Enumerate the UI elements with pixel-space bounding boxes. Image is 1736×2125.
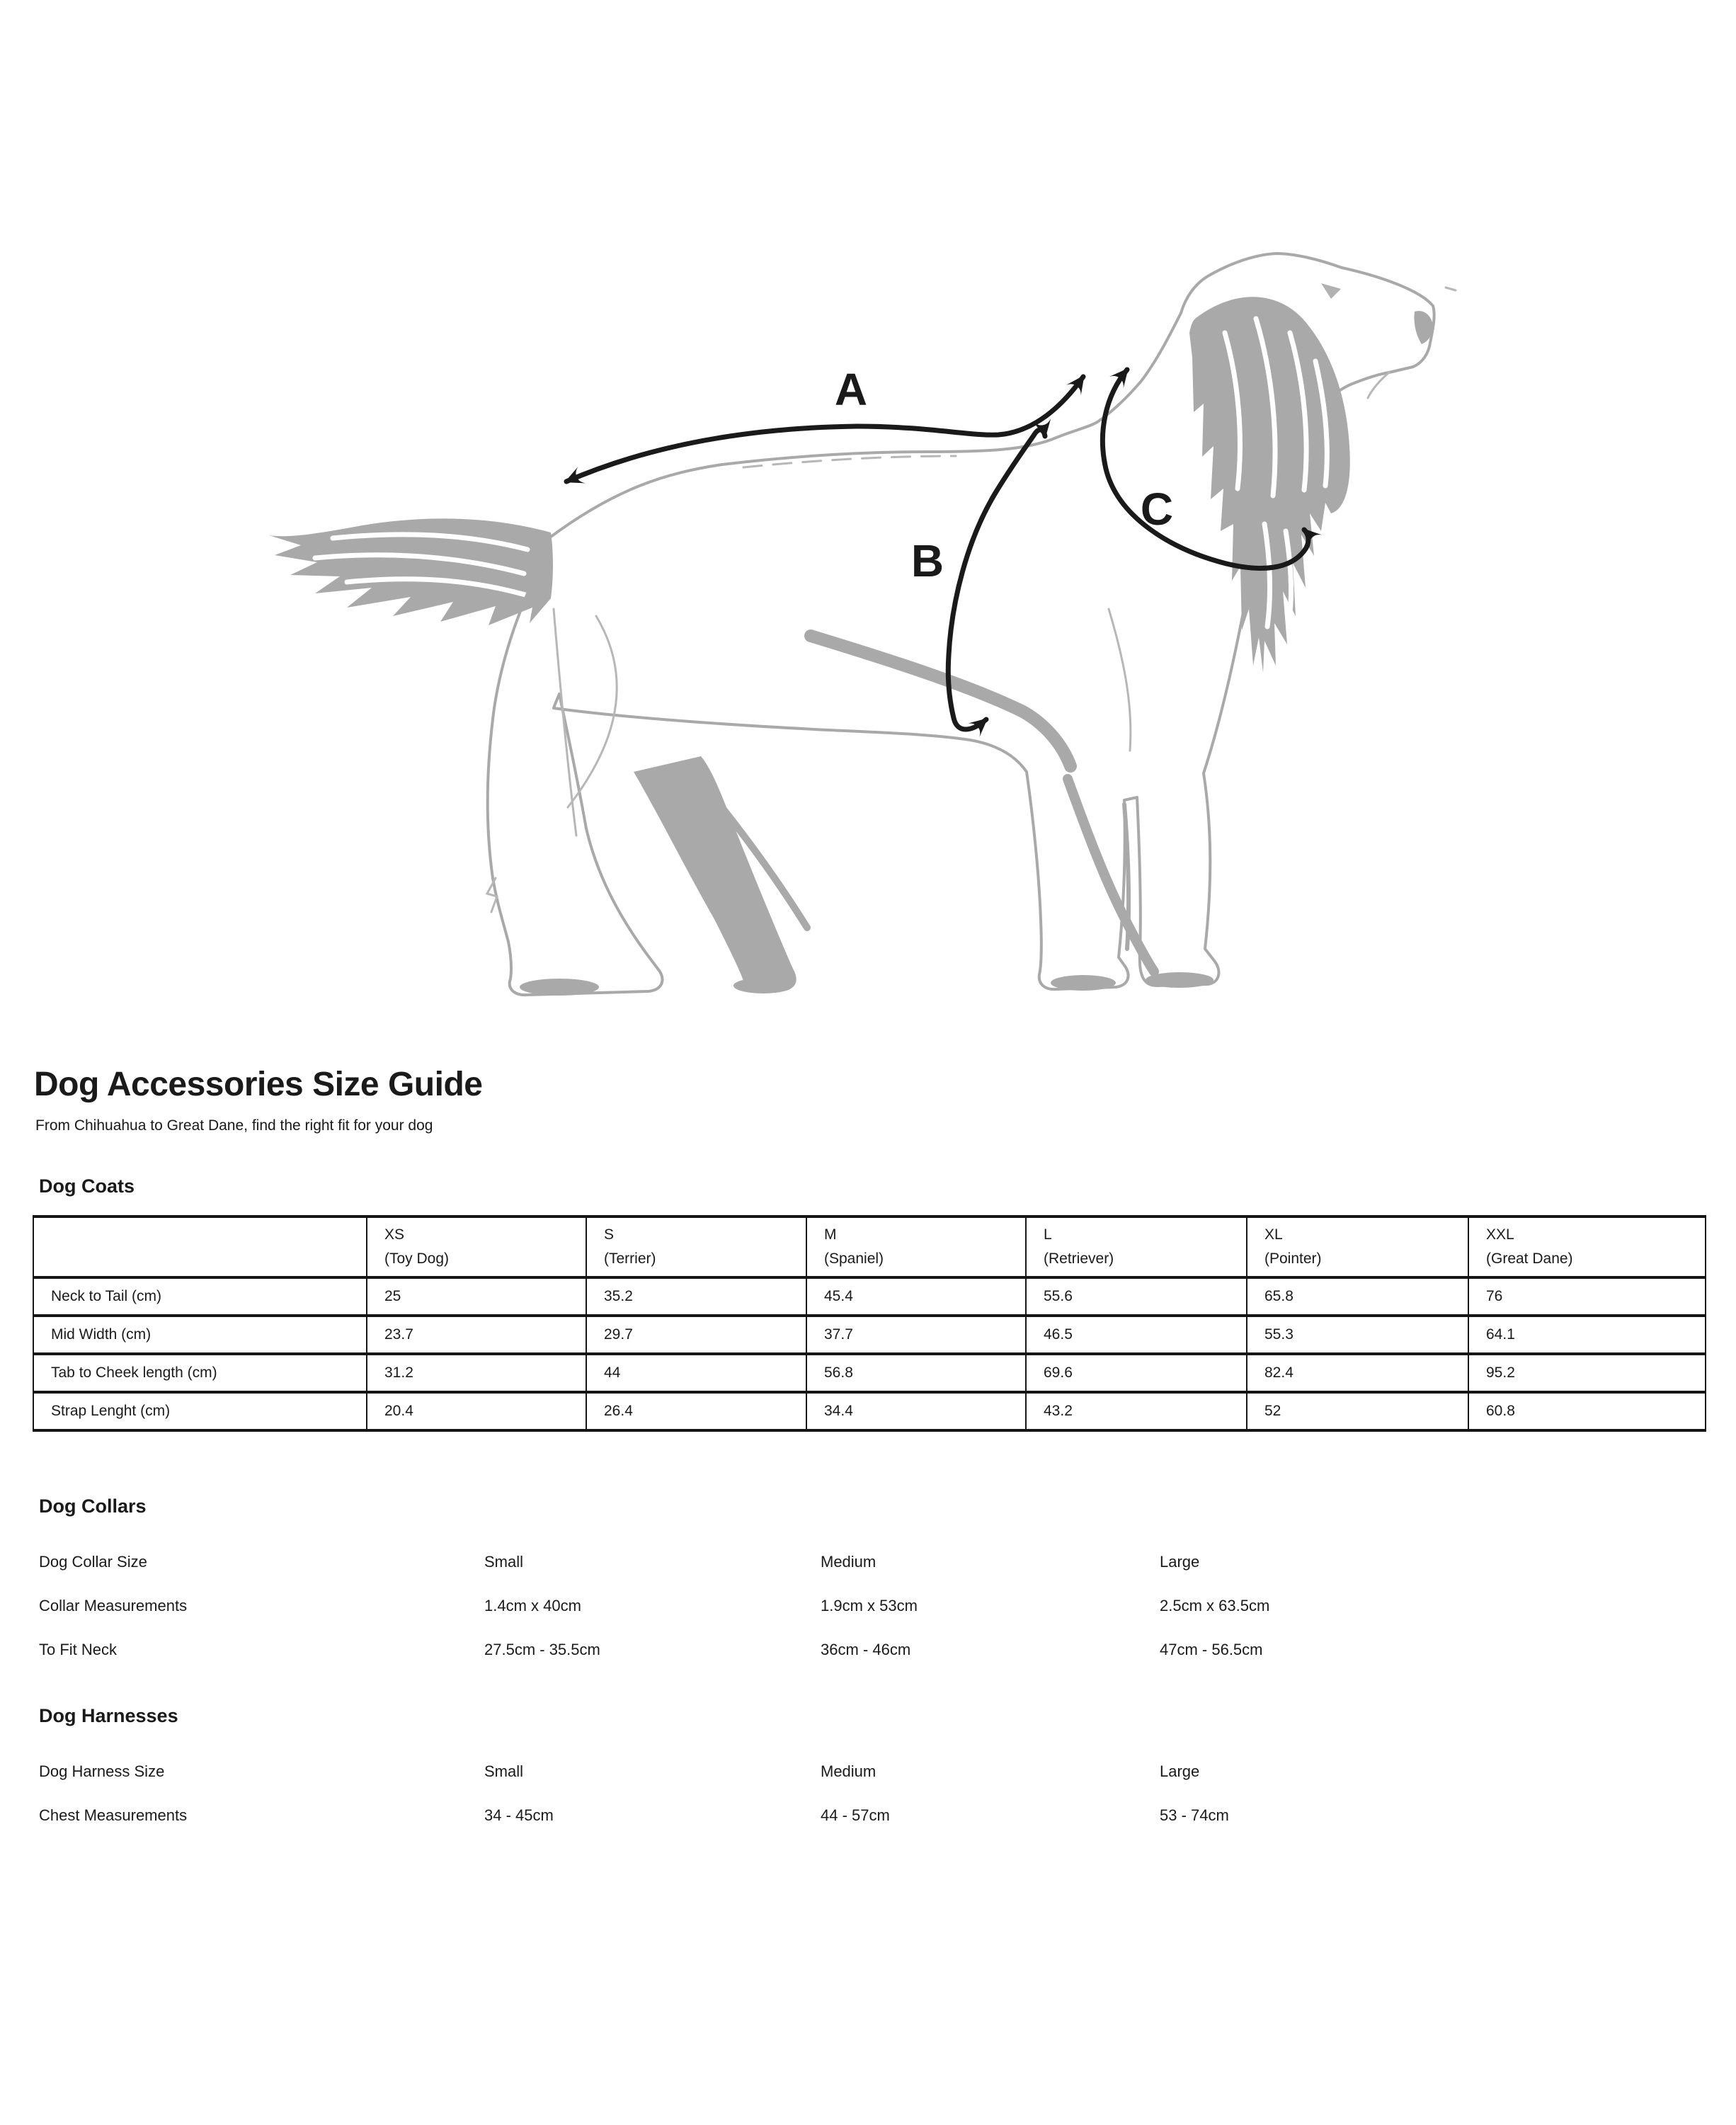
value-cell: 23.7 bbox=[367, 1316, 586, 1354]
coats-column-header bbox=[367, 1217, 586, 1277]
coats-column-header bbox=[1026, 1217, 1247, 1277]
coats-data-row bbox=[33, 1316, 1706, 1354]
breed-label: (Great Dane) bbox=[1486, 1250, 1573, 1267]
spec-value: 47cm - 56.5cm bbox=[1160, 1641, 1263, 1658]
spec-row-label: Collar Measurements bbox=[39, 1597, 188, 1614]
spec-row bbox=[39, 1762, 1696, 1781]
coats-column-header bbox=[586, 1217, 806, 1277]
value-cell: 56.8 bbox=[806, 1354, 1026, 1392]
spec-value: Medium bbox=[821, 1553, 876, 1571]
harnesses-section bbox=[39, 1705, 1696, 1825]
flank-fur-streak bbox=[811, 636, 1070, 766]
value-cell: 34.4 bbox=[806, 1392, 1026, 1430]
spec-row-label: To Fit Neck bbox=[39, 1641, 118, 1658]
harnesses-rows bbox=[39, 1762, 1696, 1825]
spec-value: 44 - 57cm bbox=[821, 1806, 890, 1824]
page-subtitle: From Chihuahua to Great Dane, find the right fit for your dog bbox=[35, 1117, 433, 1134]
coats-heading: Dog Coats bbox=[39, 1175, 135, 1197]
size-label: XL bbox=[1264, 1226, 1283, 1243]
value-cell: 35.2 bbox=[586, 1277, 806, 1316]
spec-row bbox=[39, 1553, 1696, 1571]
value-cell: 26.4 bbox=[586, 1392, 806, 1430]
coats-column-header bbox=[1247, 1217, 1468, 1277]
coats-table-body bbox=[33, 1277, 1706, 1430]
value-cell: 64.1 bbox=[1468, 1316, 1706, 1354]
breed-label: (Terrier) bbox=[604, 1250, 656, 1267]
collars-section bbox=[39, 1496, 1696, 1659]
coats-table-header bbox=[33, 1217, 1706, 1277]
collars-heading: Dog Collars bbox=[39, 1496, 147, 1517]
dog-eye bbox=[1321, 283, 1341, 299]
value-cell: 29.7 bbox=[586, 1316, 806, 1354]
value-cell: 45.4 bbox=[806, 1277, 1026, 1316]
hind-paw-shade bbox=[520, 979, 599, 996]
coats-header-row bbox=[33, 1217, 1706, 1277]
spec-value: Small bbox=[484, 1553, 524, 1571]
page-title: Dog Accessories Size Guide bbox=[34, 1066, 483, 1103]
shoulder-line bbox=[1109, 609, 1131, 751]
coats-corner-cell bbox=[33, 1217, 367, 1277]
dog-diagram-canvas bbox=[248, 212, 1487, 1027]
spec-value: Large bbox=[1160, 1553, 1200, 1571]
value-cell: 31.2 bbox=[367, 1354, 586, 1392]
coats-data-row bbox=[33, 1277, 1706, 1316]
value-cell: 55.6 bbox=[1026, 1277, 1247, 1316]
coats-data-row bbox=[33, 1392, 1706, 1430]
spec-value: 1.4cm x 40cm bbox=[484, 1597, 581, 1614]
value-cell: 20.4 bbox=[367, 1392, 586, 1430]
hock-fur-line bbox=[487, 878, 497, 912]
value-cell: 37.7 bbox=[806, 1316, 1026, 1354]
size-label: L bbox=[1044, 1226, 1052, 1243]
front-paw-shade bbox=[1146, 972, 1214, 988]
coats-column-header bbox=[1468, 1217, 1706, 1277]
collars-rows bbox=[39, 1553, 1696, 1659]
harnesses-heading: Dog Harnesses bbox=[39, 1705, 178, 1726]
value-cell: 60.8 bbox=[1468, 1392, 1706, 1430]
value-cell: 52 bbox=[1247, 1392, 1468, 1430]
value-cell: 43.2 bbox=[1026, 1392, 1247, 1430]
measure-arrow-a bbox=[566, 377, 1083, 482]
value-cell: 46.5 bbox=[1026, 1316, 1247, 1354]
value-cell: 95.2 bbox=[1468, 1354, 1706, 1392]
value-cell: 55.3 bbox=[1247, 1316, 1468, 1354]
dog-whisker-mark bbox=[1446, 287, 1456, 290]
coats-table bbox=[33, 1215, 1706, 1432]
size-label: M bbox=[824, 1226, 837, 1243]
size-label: XS bbox=[384, 1226, 405, 1243]
spec-value: Small bbox=[484, 1762, 524, 1780]
spec-value: 2.5cm x 63.5cm bbox=[1160, 1597, 1270, 1614]
spec-value: 53 - 74cm bbox=[1160, 1806, 1229, 1824]
row-label-cell: Strap Lenght (cm) bbox=[33, 1392, 367, 1430]
spec-row-label: Chest Measurements bbox=[39, 1806, 188, 1824]
spec-row bbox=[39, 1641, 1696, 1659]
spec-value: Large bbox=[1160, 1762, 1200, 1780]
far-front-paw-shade bbox=[1051, 975, 1116, 991]
breed-label: (Retriever) bbox=[1044, 1250, 1114, 1267]
breed-label: (Toy Dog) bbox=[384, 1250, 450, 1267]
value-cell: 82.4 bbox=[1247, 1354, 1468, 1392]
size-label: XXL bbox=[1486, 1226, 1514, 1243]
spec-value: 34 - 45cm bbox=[484, 1806, 554, 1824]
spec-value: Medium bbox=[821, 1762, 876, 1780]
coats-column-header bbox=[806, 1217, 1026, 1277]
value-cell: 69.6 bbox=[1026, 1354, 1247, 1392]
measure-label-a: A bbox=[834, 364, 868, 415]
spec-row-label: Dog Harness Size bbox=[39, 1762, 165, 1780]
spec-row bbox=[39, 1806, 1696, 1825]
spec-value: 27.5cm - 35.5cm bbox=[484, 1641, 600, 1658]
dog-measurement-diagram bbox=[248, 212, 1487, 1027]
coats-data-row bbox=[33, 1354, 1706, 1392]
spec-value: 1.9cm x 53cm bbox=[821, 1597, 918, 1614]
size-label: S bbox=[604, 1226, 615, 1243]
row-label-cell: Tab to Cheek length (cm) bbox=[33, 1354, 367, 1392]
row-label-cell: Mid Width (cm) bbox=[33, 1316, 367, 1354]
spec-row bbox=[39, 1597, 1696, 1615]
measure-label-b: B bbox=[910, 535, 944, 586]
value-cell: 44 bbox=[586, 1354, 806, 1392]
measure-label-c: C bbox=[1140, 484, 1174, 535]
far-hind-paw-shade bbox=[733, 978, 793, 993]
spec-value: 36cm - 46cm bbox=[821, 1641, 911, 1658]
spec-row-label: Dog Collar Size bbox=[39, 1553, 147, 1571]
row-label-cell: Neck to Tail (cm) bbox=[33, 1277, 367, 1316]
breed-label: (Spaniel) bbox=[824, 1250, 884, 1267]
value-cell: 65.8 bbox=[1247, 1277, 1468, 1316]
breed-label: (Pointer) bbox=[1264, 1250, 1322, 1267]
value-cell: 25 bbox=[367, 1277, 586, 1316]
value-cell: 76 bbox=[1468, 1277, 1706, 1316]
